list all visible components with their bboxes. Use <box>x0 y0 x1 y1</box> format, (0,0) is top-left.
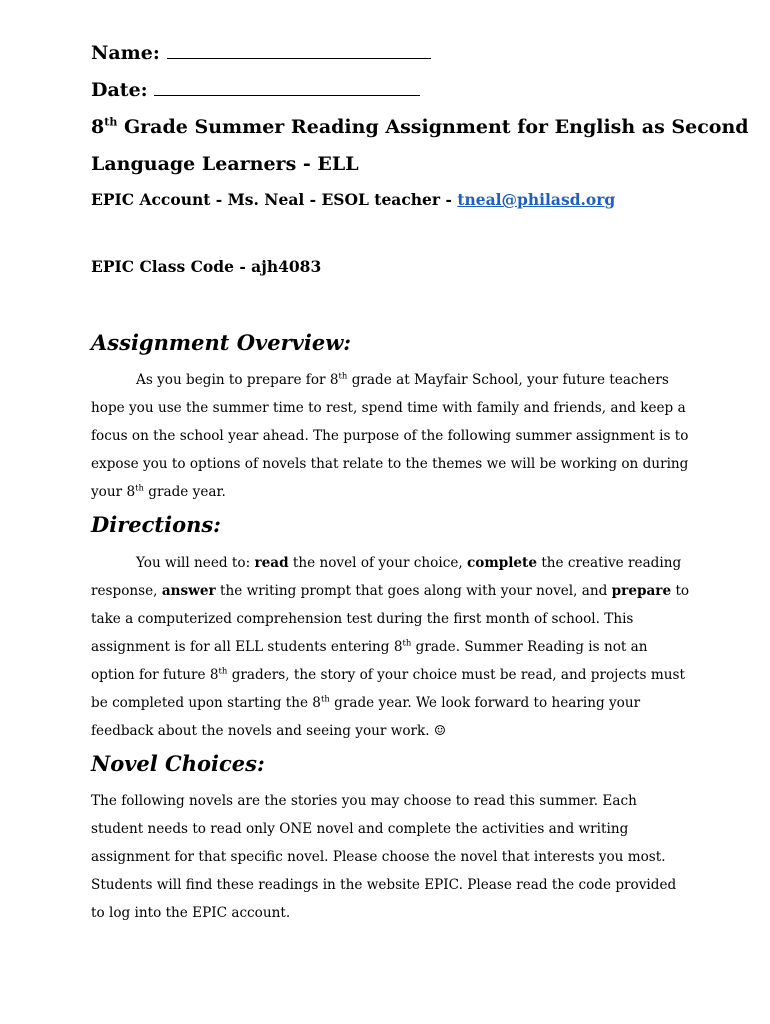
epic-account-line: EPIC Account - Ms. Neal - ESOL teacher - tneal@philasd.org <box>91 190 616 209</box>
date-label: Date: <box>91 79 148 101</box>
directions-paragraph: You will need to: read the novel of your choice, complete the creative reading response, answer the writing prompt that goes along with your novel, and prepare to take a computerized comprehension test during the first month of school. This assignment is for all ELL students entering 8th grade. Summer Reading is not an option for future 8th graders, the story of your choice must be read, and projects must be completed upon starting the 8th grade year. We look forward to hearing your feedback about the novels and seeing your work. ☺ <box>91 555 690 739</box>
date-field <box>91 79 420 101</box>
document-title-line-2: Language Learners - ELL <box>91 153 359 175</box>
email-link[interactable]: tneal@philasd.org <box>457 190 616 209</box>
date-blank-line <box>154 79 420 96</box>
name-field <box>91 42 431 64</box>
name-label: Name: <box>91 42 160 64</box>
directions-heading: Directions: <box>91 512 221 537</box>
overview-heading: Assignment Overview: <box>91 330 352 355</box>
name-blank-line <box>167 42 431 59</box>
novel-choices-paragraph: The following novels are the stories you may choose to read this summer. Each student needs to read only ONE novel and complete the activities and writing assignment for that specific novel. Please choose the novel that interests you most. Students will find these readings in the website EPIC. Please read the code provided to log into the EPIC account. <box>91 793 677 921</box>
novel-choices-heading: Novel Choices: <box>91 751 265 776</box>
overview-paragraph: As you begin to prepare for 8th grade at Mayfair School, your future teachers hope you use the summer time to rest, spend time with family and friends, and keep a focus on the school year ahead. The purpose of the following summer assignment is to expose you to options of novels that relate to the themes we will be working on during your 8th grade year. <box>91 371 689 500</box>
document-title-line-1: 8th Grade Summer Reading Assignment for English as Second <box>91 115 749 138</box>
epic-class-code: EPIC Class Code - ajh4083 <box>91 257 322 276</box>
